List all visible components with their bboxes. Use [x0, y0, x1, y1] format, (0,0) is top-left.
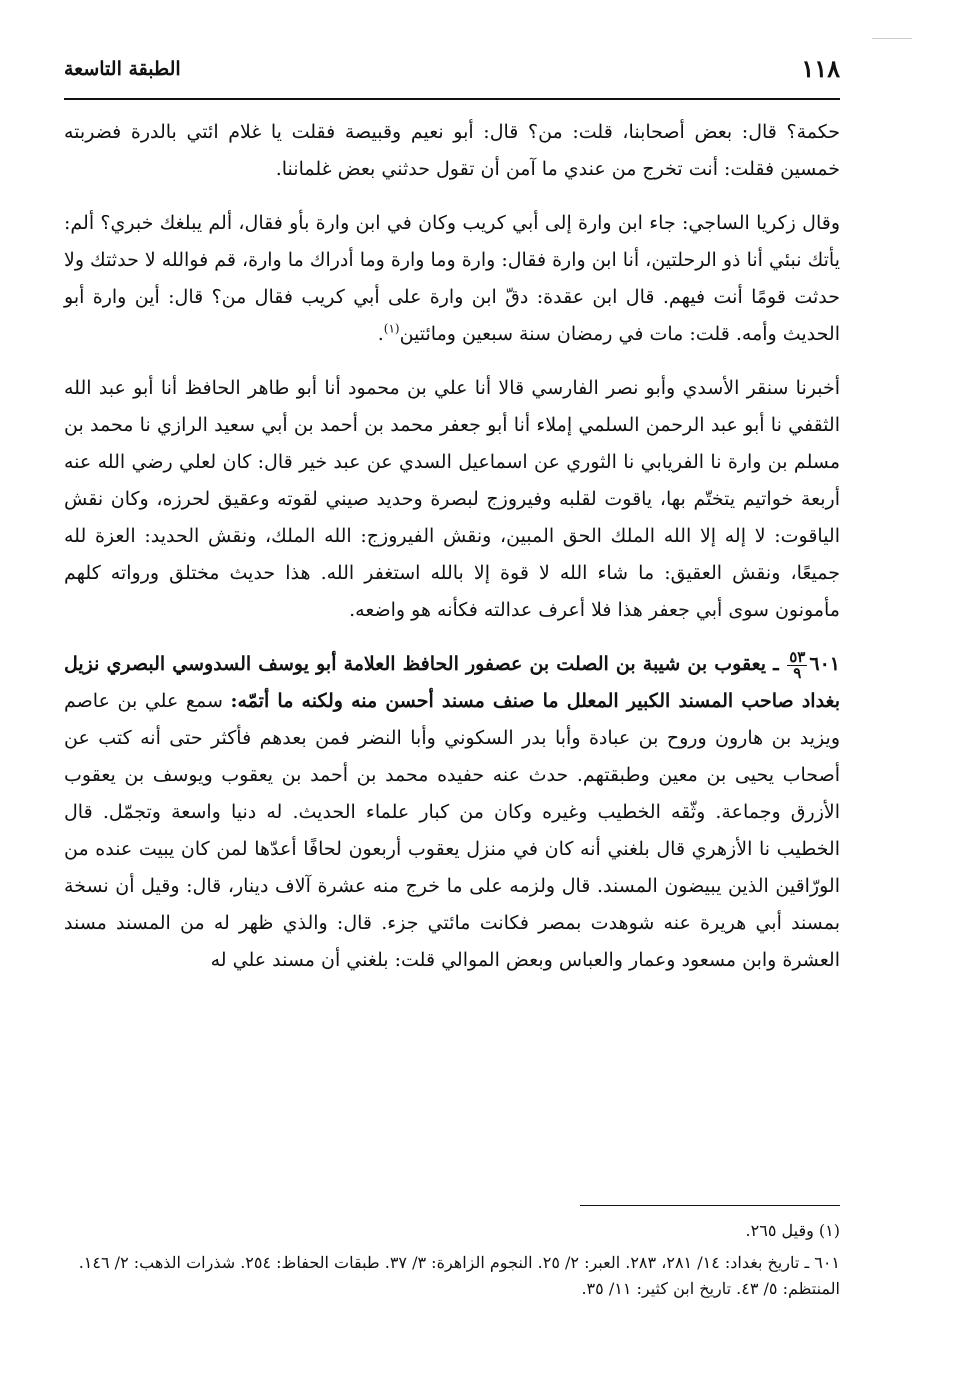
footnotes	[64, 1218, 840, 1308]
entry-fraction	[787, 647, 807, 682]
paragraph: وقال زكريا الساجي: جاء ابن وارة إلى أبي كريب وكان في ابن وارة بأو فقال، ألم يبلغك خبري؟ ألم: يأتك نبئي أنا ذو الرحلتين، أنا ابن وارة فقال: وارة وما وارة وما أدراك ما وارة، قم فوالله لا حدثتك ولا حدثت قومًا أنت فيهم. قال ابن عقدة: دقّ ابن وارة على أبي كريب فقال من؟ قال: أين وارة أبو الحديث وأمه. قلت: مات في رمضان سنة سبعين ومائتين$^{(١)}$.	[64, 212, 840, 345]
footnote-rule	[580, 1205, 840, 1206]
fraction-denominator: ٩	[793, 663, 802, 682]
footnote-ref: (١)	[383, 321, 400, 336]
section-title: الطبقة التاسعة	[64, 58, 181, 80]
running-head	[64, 54, 840, 94]
biography-entry	[64, 646, 840, 979]
page-body	[64, 114, 840, 996]
entry-heading: ـ يعقوب بن شيبة بن الصلت بن عصفور الحافظ العلامة أبو يوسف السدوسي البصري نزيل بغداد صاحب المسند الكبير المعلل ما صنف مسند أحسن منه ولكنه ما أتمّه:	[64, 653, 840, 712]
paragraph: أخبرنا سنقر الأسدي وأبو نصر الفارسي قالا أنا علي بن محمود أنا أبو طاهر الحافظ أنا أبو عبد الله الثقفي نا أبو عبد الرحمن السلمي إملاء أنا أبو جعفر محمد بن أحمد بن أبي سعيد الرازي نا محمد بن مسلم بن وارة نا الفريابي نا الثوري عن اسماعيل السدي عن عبد خير قال: كان لعلي رضي الله عنه أربعة خواتيم يتختّم بها، ياقوت لقلبه وفيروزج لبصرة وحديد صيني لقوته وعقيق لحرزه، وكان نقش الياقوت: لا إله إلا الله الملك الحق المبين، ونقش الفيروزج: الله الملك، ونقش الحديد: العزة لله جميعًا، ونقش العقيق: ما شاء الله لا قوة إلا بالله استغفر الله. هذا حديث مختلق ورواته كلهم مأمونون سوى أبي جعفر هذا فلا أعرف عدالته فكأنه هو واضعه.	[64, 377, 840, 621]
footnote: (١) وقيل ٢٦٥.	[745, 1221, 840, 1240]
entry-number: ٦٠١	[809, 653, 840, 675]
paragraph-text: وقال زكريا الساجي: جاء ابن وارة إلى أبي كريب وكان في ابن وارة بأو فقال، ألم يبلغك خبري؟ ألم: يأتك نبئي أنا ذو الرحلتين، أنا ابن وارة فقال: وارة وما وارة وما أدراك ما وارة، قم فوالله لا حدثتك ولا حدثت قومًا أنت فيهم. قال ابن عقدة: دقّ ابن وارة على أبي كريب فقال من؟ قال: أين وارة أبو الحديث وأمه. قلت: مات في رمضان سنة سبعين ومائتين	[64, 212, 840, 345]
book-page	[64, 48, 840, 1348]
header-rule	[64, 98, 840, 100]
fraction-numerator: ٥٣	[789, 647, 806, 666]
entry-text: سمع علي بن عاصم ويزيد بن هارون وروح بن عبادة وأبا بدر السكوني وأبا النضر فمن بعدهم فأكثر حتى أنه كتب عن أصحاب يحيى بن معين وطبقتهم. حدث عنه حفيده محمد بن أحمد بن يعقوب ويوسف بن يعقوب الأزرق وجماعة. وثّقه الخطيب وغيره وكان من كبار علماء الحديث. له دنيا واسعة وتجمّل. قال الخطيب نا الأزهري قال بلغني أنه كان في منزل يعقوب أربعون لحافًا أعدّها لمن كان يبيت عنده من الورّاقين الذين يبيضون المسند. قال ولزمه على ما خرج منه عشرة آلاف دينار، قال: وقيل أن نسخة بمسند أبي هريرة عنه شوهدت بمصر فكانت مائتي جزء. قال: والذي ظهر له من المسند مسند العشرة وابن مسعود وعمار والعباس وبعض الموالي قلت: بلغني أن مسند علي له	[64, 690, 840, 971]
page-number: ١١٨	[801, 54, 840, 83]
paragraph: حكمة؟ قال: بعض أصحابنا، قلت: من؟ قال: أبو نعيم وقبيصة فقلت يا غلام ائتي بالدرة فضربته خمسين فقلت: أنت تخرج من عندي ما آمن أن تقول حدثني بعض غلماننا.	[64, 121, 840, 180]
scan-mark	[872, 38, 912, 39]
footnote: ٦٠١ ـ تاريخ بغداد: ١٤/ ٢٨١، ٢٨٣. العبر: ٢/ ٢٥. النجوم الزاهرة: ٣/ ٣٧. طبقات الحفاظ: ٢٥٤. شذرات الذهب: ٢/ ١٤٦. المنتظم: ٥/ ٤٣. تاريخ ابن كثير: ١١/ ٣٥.	[78, 1253, 840, 1298]
